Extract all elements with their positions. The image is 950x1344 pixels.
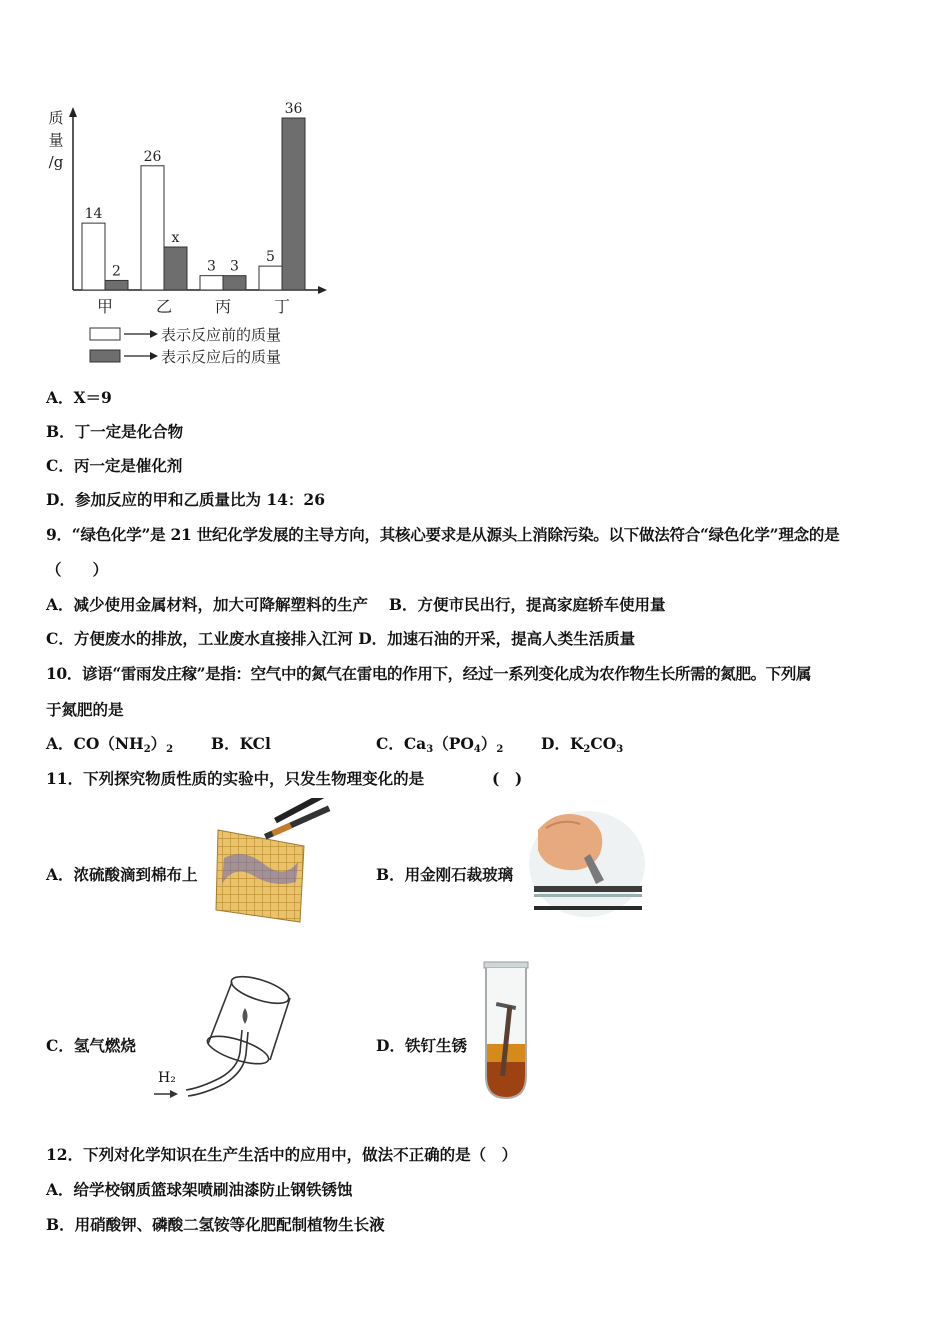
h2-gas-label: H₂ xyxy=(158,1070,176,1086)
bar-before-3 xyxy=(200,276,223,290)
q10-d-sub: 2 xyxy=(583,744,591,755)
cloth-acid-image xyxy=(214,798,339,924)
q10-c-text3: ） xyxy=(480,734,497,753)
x-tick-label: 丙 xyxy=(214,297,232,316)
q12-option-a[interactable]: A．给学校钢质篮球架喷刷油漆防止钢铁锈蚀 xyxy=(46,1180,353,1199)
q12-option-b[interactable]: B．用硝酸钾、磷酸二氢铵等化肥配制植物生长液 xyxy=(46,1215,385,1234)
q10-d-text2: CO xyxy=(590,734,617,753)
q10-a-sub2: 2 xyxy=(166,744,174,755)
legend-label: 表示反应前的质量 xyxy=(161,326,282,344)
q10-option-b[interactable]: B．KCl xyxy=(211,734,271,753)
y-axis-label: 量 xyxy=(48,131,64,149)
q9-options-ab[interactable]: A．减少使用金属材料，加大可降解塑料的生产 B．方便市民出行，提高家庭轿车使用量 xyxy=(46,595,666,614)
q12-stem: 12．下列对化学知识在生产生活中的应用中，做法不正确的是（ ） xyxy=(46,1145,518,1164)
bar-after-2 xyxy=(164,247,187,290)
q10-d-text: D．K xyxy=(541,734,584,753)
q11-option-d[interactable]: D．铁钉生锈 xyxy=(376,1036,467,1055)
q10-c-text: C．Ca xyxy=(376,734,427,753)
bar-before-1 xyxy=(82,223,105,290)
bar-value-label: 36 xyxy=(284,101,303,117)
y-axis-label: 质 xyxy=(48,109,64,127)
y-axis-label: /g xyxy=(48,153,64,171)
bar-after-4 xyxy=(282,118,305,290)
q10-stem-line1: 10．谚语“雷雨发庄稼”是指：空气中的氮气在雷电的作用下，经过一系列变化成为农作物生长所需的氮肥。下列属 xyxy=(46,664,812,683)
diamond-cutting-glass-image xyxy=(528,810,646,918)
q10-a-text2: ） xyxy=(150,734,167,753)
bar-before-2 xyxy=(141,166,164,290)
q11-option-b[interactable]: B．用金刚石裁玻璃 xyxy=(376,865,514,884)
q10-a-text: A．CO（NH xyxy=(46,734,144,753)
q10-d-sub2: 3 xyxy=(616,744,624,755)
q10-option-c[interactable] xyxy=(376,732,503,755)
q10-c-sub2: 4 xyxy=(473,744,481,755)
bar-value-label: 26 xyxy=(143,148,162,165)
x-tick-label: 乙 xyxy=(155,297,173,316)
bar-after-1 xyxy=(105,280,128,290)
q11-stem: 11．下列探究物质性质的实验中，只发生物理变化的是 xyxy=(46,769,425,788)
legend-swatch xyxy=(90,328,120,340)
bar-value-label: 3 xyxy=(230,258,239,275)
q9-answer-paren: （ ） xyxy=(46,560,109,579)
q10-option-d[interactable] xyxy=(541,732,623,755)
q9-options-cd[interactable]: C．方便废水的排放，工业废水直接排入江河 D．加速石油的开采，提高人类生活质量 xyxy=(46,629,636,648)
q10-c-text2: （PO xyxy=(433,734,474,753)
bar-value-label: x xyxy=(171,230,180,246)
q8-option-b[interactable]: B．丁一定是化合物 xyxy=(46,422,184,441)
q8-option-c[interactable]: C．丙一定是催化剂 xyxy=(46,456,183,475)
q10-c-sub: 3 xyxy=(426,744,434,755)
q11-answer-paren: ( ) xyxy=(492,769,523,788)
bar-value-label: 5 xyxy=(266,249,275,266)
legend-label: 表示反应后的质量 xyxy=(161,348,282,366)
x-tick-label: 丁 xyxy=(273,297,291,316)
q10-option-a[interactable] xyxy=(46,732,173,755)
q11-option-c[interactable]: C．氢气燃烧 xyxy=(46,1036,136,1055)
hydrogen-burning-image xyxy=(142,974,307,1106)
mass-bar-chart xyxy=(40,95,340,375)
legend-arrow-head xyxy=(150,330,158,338)
legend-arrow-head xyxy=(150,352,158,360)
q8-option-d[interactable]: D．参加反应的甲和乙质量比为 14：26 xyxy=(46,490,325,509)
chart-plot-area xyxy=(48,101,327,366)
q10-stem-line2: 于氮肥的是 xyxy=(46,700,124,719)
bar-after-3 xyxy=(223,276,246,290)
q9-stem: 9．“绿色化学”是 21 世纪化学发展的主导方向，其核心要求是从源头上消除污染。以下做法符合“绿色化学”理念的是 xyxy=(46,525,840,544)
y-axis-arrow xyxy=(69,107,77,117)
legend-swatch xyxy=(90,350,120,362)
q8-option-a[interactable]: A．X＝9 xyxy=(46,388,112,407)
x-tick-label: 甲 xyxy=(96,297,114,316)
bar-value-label: 2 xyxy=(112,263,121,280)
x-axis-arrow xyxy=(318,286,327,294)
nail-rusting-image xyxy=(478,958,534,1104)
q10-c-sub3: 2 xyxy=(496,744,504,755)
q11-option-a[interactable]: A．浓硫酸滴到棉布上 xyxy=(46,865,198,884)
bar-value-label: 3 xyxy=(207,258,216,275)
bar-value-label: 14 xyxy=(84,206,103,223)
q10-a-sub: 2 xyxy=(143,744,151,755)
bar-before-4 xyxy=(259,266,282,290)
